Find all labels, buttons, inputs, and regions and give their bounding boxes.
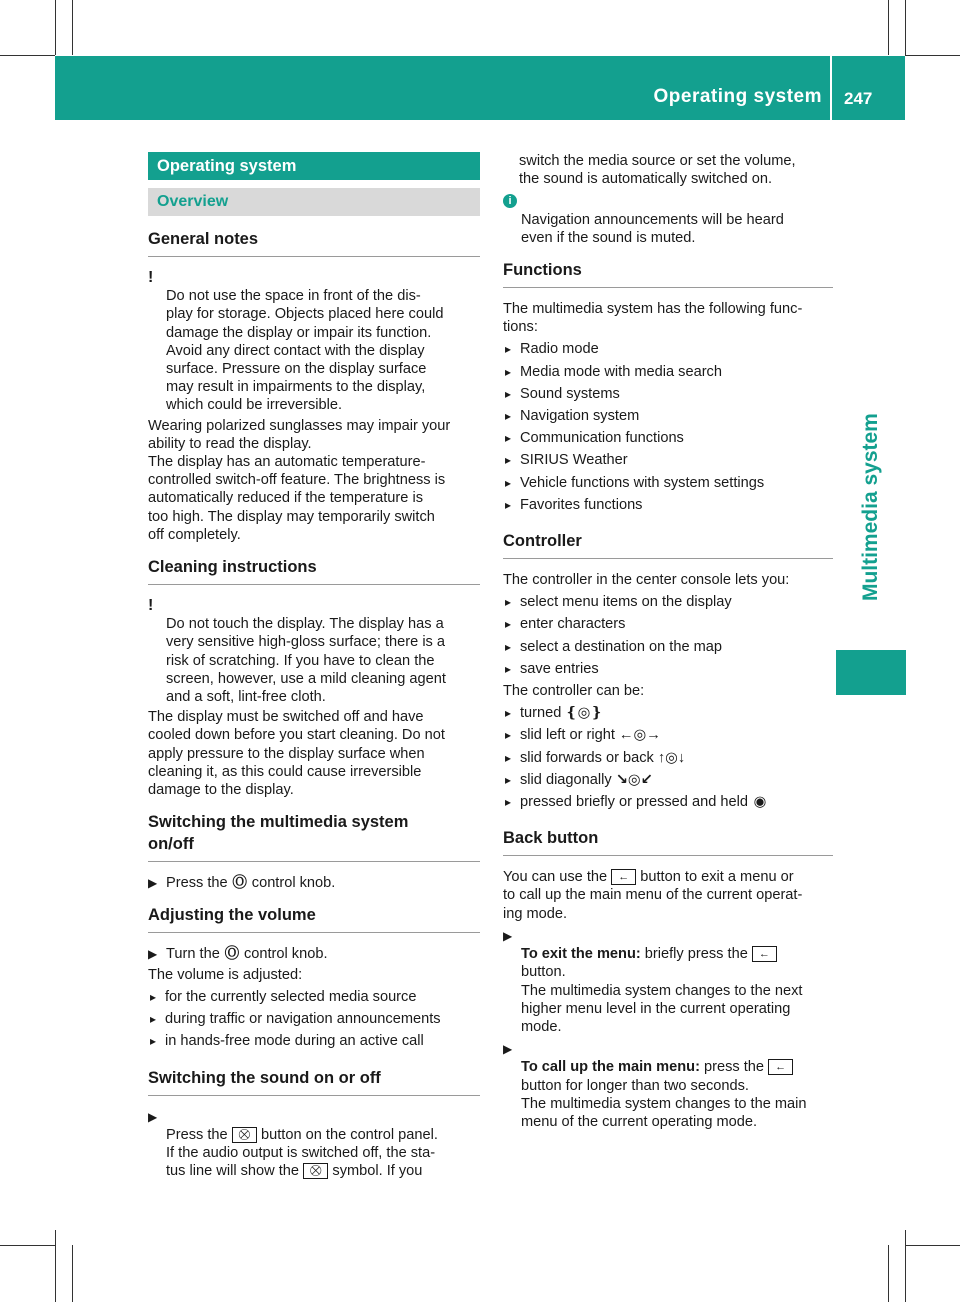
controller-motion-icon: ◉ (753, 794, 767, 811)
step-text: button. The multimedia system changes to the next higher menu level in the current operating mode. (521, 964, 803, 1035)
list-item-text: slid forwards or back (520, 749, 654, 766)
list-item (150, 1010, 480, 1028)
bullet-icon: ▸ (505, 475, 512, 490)
paragraph: Wearing polarized sunglasses may impair your ability to read the display. (148, 417, 451, 452)
list-item (505, 726, 833, 744)
step-label: To exit the menu: (521, 946, 641, 963)
bullet-icon: ▸ (150, 989, 157, 1004)
back-icon: ← (611, 869, 636, 885)
section-heading: Operating system (148, 152, 480, 180)
mute-icon: ⛒ (303, 1163, 328, 1179)
step-text: Turn the (166, 946, 220, 963)
bullet-icon: ▸ (505, 661, 512, 676)
side-chapter-label: Multimedia system (858, 413, 882, 601)
list-item-text: slid diagonally (520, 771, 612, 788)
step-label: To call up the main menu: (521, 1059, 700, 1076)
list-item-text: save entries (520, 660, 599, 677)
step-arrow-icon: ▶ (503, 928, 513, 943)
list-item-text: pressed briefly or pressed and held (520, 794, 748, 811)
step-text: button for longer than two seconds. The multimedia system changes to the main menu of the current operating mode. (521, 1077, 807, 1130)
crop-mark (905, 0, 906, 55)
bullet-icon: ▸ (150, 1012, 157, 1027)
bullet-icon: ▸ (505, 750, 512, 765)
list-item-text: select menu items on the display (520, 594, 732, 611)
list-item (505, 340, 833, 358)
step-text: briefly press the (644, 946, 748, 963)
list-item-text: Navigation system (520, 408, 640, 425)
list-item-text: SIRIUS Weather (520, 452, 628, 469)
side-thumb-block (836, 650, 906, 695)
heading-functions: Functions (503, 259, 833, 288)
controller-motion-icon: ↑◎↓ (657, 749, 686, 766)
paragraph-text: You can use the (503, 869, 608, 886)
subsection-heading: Overview (148, 188, 480, 216)
side-chapter-tab (836, 372, 906, 642)
list-item (505, 407, 833, 425)
list-item-text: Sound systems (520, 385, 620, 402)
step-text: symbol. If you (332, 1163, 423, 1180)
bullet-icon: ▸ (505, 453, 512, 468)
bullet-icon: ▸ (505, 364, 512, 379)
left-column (148, 152, 480, 1180)
back-icon: ← (768, 1059, 793, 1075)
crop-mark (55, 0, 56, 55)
controller-motion-icon: ↘◎↙ (615, 771, 653, 788)
bullet-icon: ▸ (505, 342, 512, 357)
page-title: Operating system (653, 86, 822, 107)
instruction-step (503, 927, 833, 1036)
step-text: button on the control panel. If the audio output is switched off, the sta- tus line will show the (166, 1126, 438, 1180)
list-item-text: select a destination on the map (520, 638, 723, 655)
list-item-text: during traffic or navigation announcements (165, 1011, 441, 1028)
paragraph: switch the media source or set the volume, the sound is automatically switched on. (519, 153, 796, 188)
crop-mark (888, 0, 889, 55)
step-text: press the (704, 1059, 765, 1076)
list-item (505, 363, 833, 381)
bullet-icon: ▸ (505, 706, 512, 721)
warning-text: Do not touch the display. The display has a very sensitive high-gloss surface; there is a risk of scratching. If you have to clean the screen, however, use a mild cleaning agent and a soft, lint-free cloth. (166, 616, 446, 706)
paragraph: The volume is adjusted: (148, 966, 303, 983)
paragraph: The multimedia system has the following func- tions: (503, 301, 803, 336)
controller-actions-list (503, 593, 833, 678)
crop-mark (72, 0, 73, 55)
list-item (505, 771, 833, 789)
list-item-text: Communication functions (520, 430, 684, 447)
on-knob-icon: Ⓞ (224, 946, 240, 963)
info-note (503, 192, 833, 247)
on-knob-icon: Ⓞ (232, 875, 248, 892)
step-arrow-icon: ▶ (148, 947, 158, 962)
list-item-text: in hands-free mode during an active call (165, 1033, 424, 1050)
paragraph: The display must be switched off and have cooled down before you start cleaning. Do not apply pressure to the display surface when cleaning it, as this could cause irreversible damage to the display. (148, 709, 445, 799)
crop-mark (0, 1245, 55, 1246)
list-item (505, 451, 833, 469)
bullet-icon: ▸ (505, 386, 512, 401)
paragraph: The display has an automatic temperature- controlled switch-off feature. The brightness is automatically reduced if the temperature is too high. The display may temporarily switch off completely. (148, 454, 446, 543)
crop-mark (905, 1230, 906, 1302)
step-text: Press the (166, 1126, 228, 1143)
list-item (505, 615, 833, 633)
crop-mark (72, 1245, 73, 1302)
instruction-step (148, 874, 480, 892)
controller-motion-icon: ❴◎❵ (565, 705, 603, 722)
step-arrow-icon: ▶ (148, 1109, 158, 1124)
list-item-text: Vehicle functions with system settings (520, 474, 765, 491)
paragraph: The controller can be: (503, 683, 645, 700)
right-column (503, 152, 833, 1131)
instruction-step (148, 1108, 480, 1181)
functions-list (503, 340, 833, 514)
heading-cleaning: Cleaning instructions (148, 556, 480, 585)
list-item (505, 496, 833, 514)
list-item (150, 988, 480, 1006)
step-text: control knob. (243, 946, 328, 963)
paragraph: The controller in the center console lets you: (503, 572, 790, 589)
bullet-icon: ▸ (505, 772, 512, 787)
bullet-icon: ▸ (505, 431, 512, 446)
list-item (505, 793, 833, 811)
warning-note (148, 269, 480, 415)
heading-switching: Switching the multimedia system on/off (148, 811, 480, 862)
list-item (505, 429, 833, 447)
bullet-icon: ▸ (505, 595, 512, 610)
list-item-text: Favorites functions (520, 496, 643, 513)
list-item-text: Media mode with media search (520, 363, 722, 380)
controller-moves-list (503, 704, 833, 811)
list-item-text: for the currently selected media source (165, 988, 417, 1005)
list-item (150, 1032, 480, 1050)
warning-note (148, 597, 480, 706)
list-item-text: slid left or right (520, 727, 615, 744)
crop-mark (55, 1230, 56, 1302)
instruction-step (503, 1040, 833, 1131)
bullet-icon: ▸ (505, 728, 512, 743)
step-text: control knob. (251, 875, 336, 892)
warning-icon: ! (148, 597, 154, 615)
warning-icon: ! (148, 269, 154, 286)
list-item (505, 660, 833, 678)
list-item (505, 385, 833, 403)
warning-text: Do not use the space in front of the dis- play for storage. Objects placed here could damage the display or impair its function. Avoid any direct contact with the display surface. Pressure on the display surface may result in impairments to the display, which could be irreversible. (166, 288, 444, 414)
heading-general-notes: General notes (148, 228, 480, 257)
bullet-icon: ▸ (505, 639, 512, 654)
crop-mark (0, 55, 55, 56)
list-item (505, 638, 833, 656)
heading-sound: Switching the sound on or off (148, 1067, 480, 1096)
list-item (505, 474, 833, 492)
list-item (505, 704, 833, 722)
bullet-icon: ▸ (505, 617, 512, 632)
step-text: Press the (166, 875, 228, 892)
list-item-text: turned (520, 705, 562, 722)
instruction-step (148, 945, 480, 963)
list-item (505, 749, 833, 767)
paragraph (503, 868, 833, 923)
list-item (505, 593, 833, 611)
header-divider (830, 56, 832, 120)
step-arrow-icon: ▶ (503, 1042, 513, 1057)
back-icon: ← (752, 946, 777, 962)
heading-controller: Controller (503, 530, 833, 559)
crop-mark (905, 55, 960, 56)
page-number: 247 (844, 89, 873, 108)
controller-motion-icon: ←◎→ (618, 727, 661, 744)
bullet-icon: ▸ (505, 795, 512, 810)
bullet-icon: ▸ (505, 409, 512, 424)
bullet-icon: ▸ (150, 1034, 157, 1049)
mute-icon: ⛒ (232, 1127, 257, 1143)
info-text: Navigation announcements will be heard even if the sound is muted. (521, 211, 784, 246)
crop-mark (888, 1245, 889, 1302)
bullet-icon: ▸ (505, 497, 512, 512)
step-arrow-icon: ▶ (148, 876, 158, 891)
heading-volume: Adjusting the volume (148, 904, 480, 933)
heading-back-button: Back button (503, 827, 833, 856)
list-item-text: enter characters (520, 616, 626, 633)
list-item-text: Radio mode (520, 341, 599, 358)
info-icon: i (503, 194, 517, 208)
crop-mark (905, 1245, 960, 1246)
paragraph-text: button to exit a menu or to call up the main menu of the current operat- ing mode. (503, 869, 803, 922)
